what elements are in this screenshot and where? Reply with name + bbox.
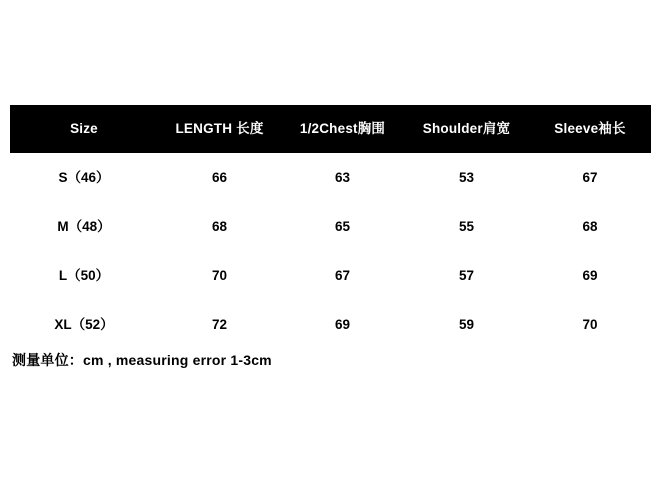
cell-chest: 69 bbox=[334, 317, 351, 332]
cell-chest: 63 bbox=[334, 170, 351, 185]
cell-sleeve: 69 bbox=[582, 268, 598, 283]
table-header bbox=[10, 105, 651, 153]
cell-sleeve: 67 bbox=[582, 170, 598, 185]
column-header-size: Size bbox=[70, 121, 98, 136]
table-row bbox=[10, 300, 651, 349]
cell-size: S（46） bbox=[58, 170, 110, 185]
cell-sleeve: 70 bbox=[582, 317, 598, 332]
cell-length: 72 bbox=[211, 317, 228, 332]
cell-shoulder: 53 bbox=[458, 170, 475, 185]
table-body bbox=[10, 153, 651, 349]
cell-shoulder: 59 bbox=[458, 317, 475, 332]
cell-chest: 65 bbox=[334, 219, 351, 234]
cell-length: 70 bbox=[211, 268, 228, 283]
table-row bbox=[10, 153, 651, 202]
measurement-note: 测量单位：cm , measuring error 1-3cm bbox=[12, 352, 272, 368]
cell-shoulder: 55 bbox=[458, 219, 475, 234]
column-header-chest: 1/2Chest胸围 bbox=[299, 121, 386, 136]
cell-size: XL（52） bbox=[54, 317, 114, 332]
cell-length: 68 bbox=[211, 219, 228, 234]
cell-size: M（48） bbox=[57, 219, 111, 234]
column-header-length: LENGTH 长度 bbox=[175, 121, 264, 136]
table-header-row bbox=[10, 105, 651, 153]
column-header-shoulder: Shoulder肩宽 bbox=[422, 121, 511, 136]
cell-size: L（50） bbox=[58, 268, 110, 283]
size-chart-table bbox=[10, 105, 651, 349]
column-header-sleeve: Sleeve袖长 bbox=[554, 121, 626, 136]
cell-shoulder: 57 bbox=[458, 268, 475, 283]
cell-chest: 67 bbox=[334, 268, 351, 283]
table-row bbox=[10, 202, 651, 251]
cell-length: 66 bbox=[211, 170, 228, 185]
cell-sleeve: 68 bbox=[582, 219, 598, 234]
table-row bbox=[10, 251, 651, 300]
